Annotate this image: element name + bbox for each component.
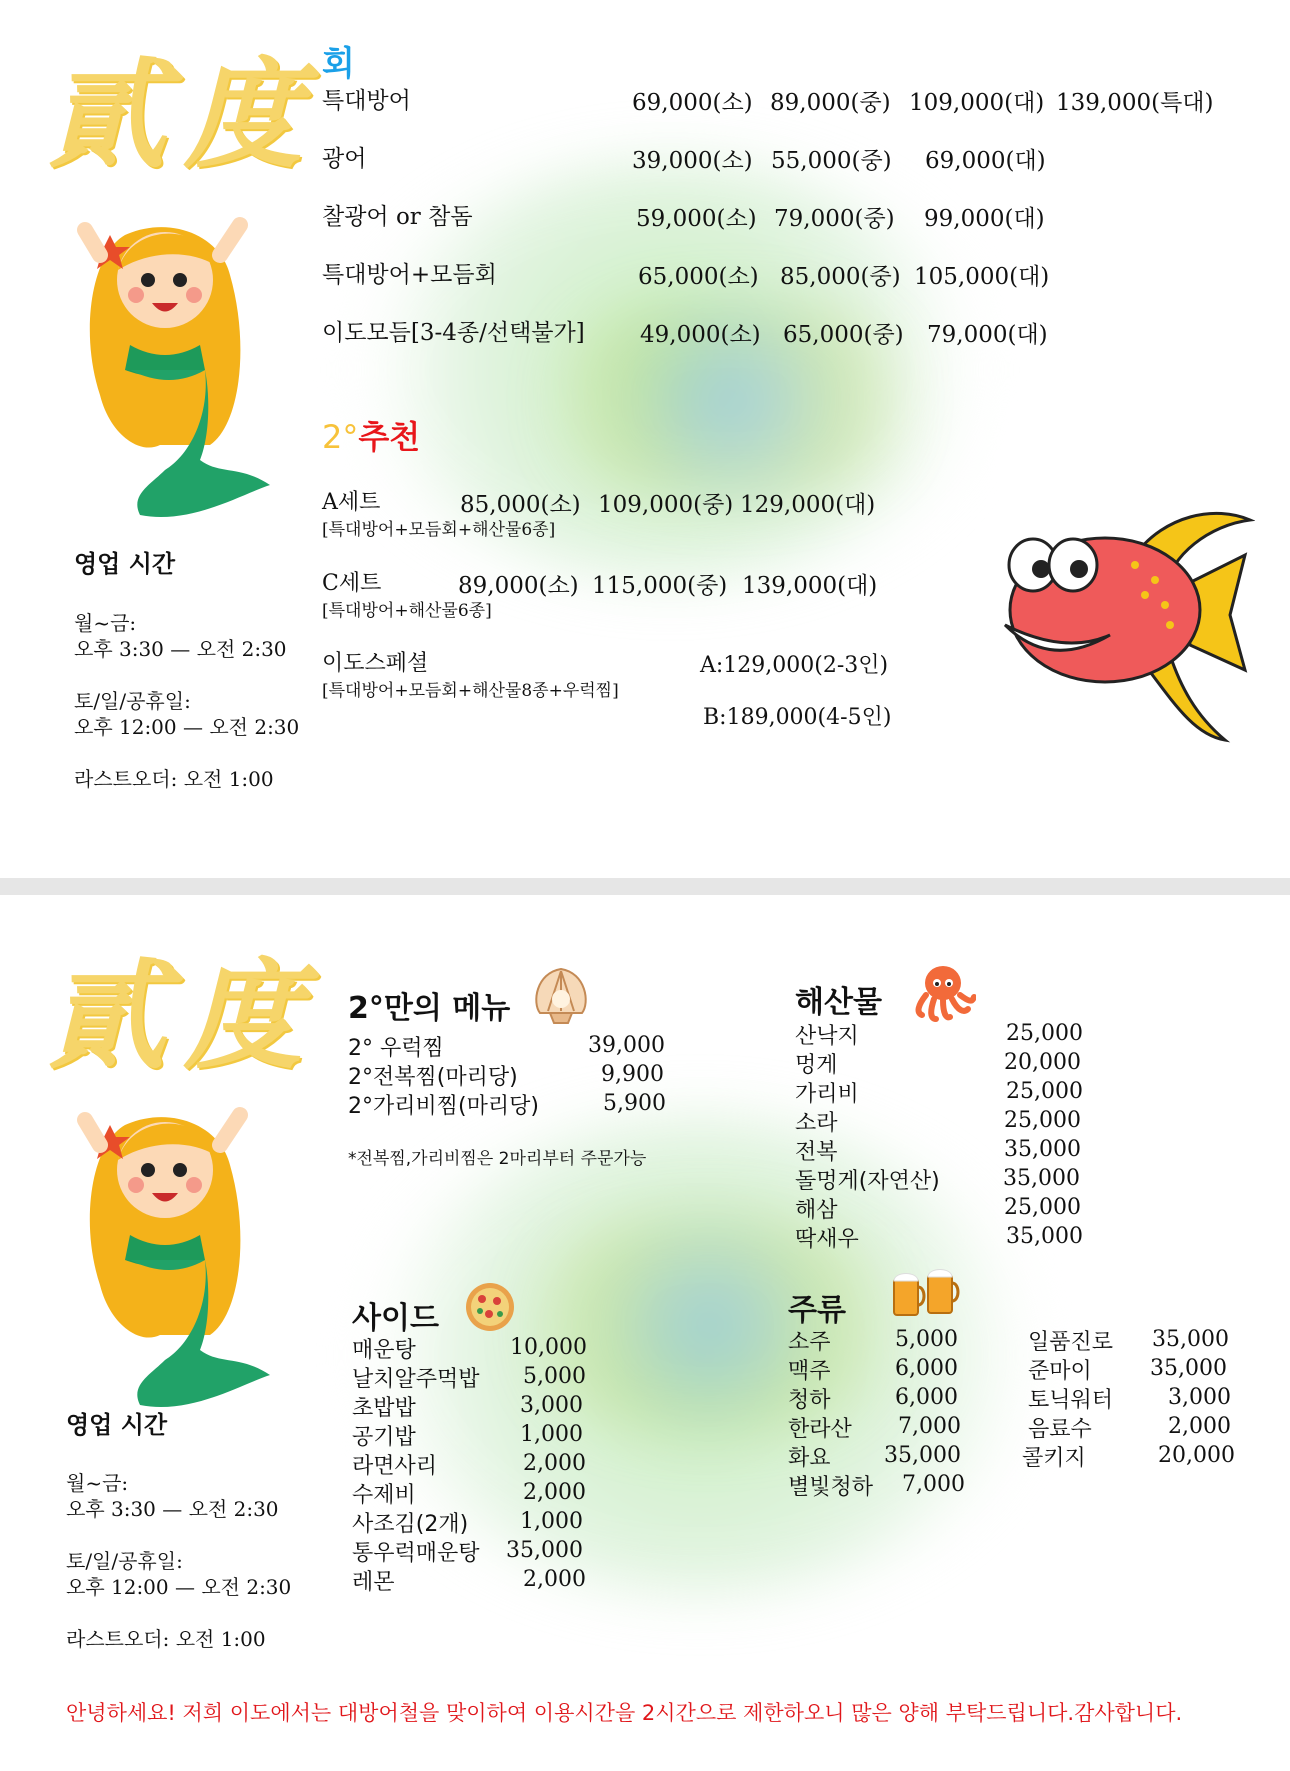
menu-item-name: 사조김(2개) [352,1512,469,1537]
hours-weekday-label: 월~금: [66,1471,129,1495]
header-text: 추천 [358,418,421,456]
menu-item-name: 날치알주먹밥 [352,1367,480,1392]
mermaid-illustration [70,195,300,525]
logo: 貳度 [48,946,321,1085]
page-divider [0,878,1290,895]
drink-name: 일품진로 [1028,1330,1114,1355]
menu-item-price: 5,900 [603,1091,666,1116]
hours-title: 영업 시간 [74,550,176,578]
price-large: 129,000(대) [740,492,876,518]
drink-price: 6,000 [895,1385,958,1410]
price-small: 85,000(소) [460,492,581,518]
drink-price: 35,000 [884,1443,961,1468]
drink-name: 소주 [788,1330,831,1355]
price-option-b: B:189,000(4-5인) [703,705,892,730]
set-name: C세트 [322,571,382,596]
menu-item-name: 특대방어 [322,88,411,114]
drink-name: 한라산 [788,1417,852,1442]
price-small: 59,000(소) [636,206,757,232]
header-prefix: 2° [322,418,359,456]
hours-weekday-label: 월~금: [74,611,137,635]
menu-item-name: 가리비 [795,1082,859,1107]
menu-item-price: 35,000 [1004,1137,1081,1162]
price-medium: 65,000(중) [783,322,904,348]
menu-item-name: 특대방어+모듬회 [322,262,497,288]
drink-price: 20,000 [1158,1443,1235,1468]
drink-name: 화요 [788,1446,831,1471]
drink-price: 2,000 [1168,1414,1231,1439]
menu-item-name: 소라 [795,1111,838,1136]
drink-name: 준마이 [1028,1359,1092,1384]
menu-item-name: 공기밥 [352,1425,416,1450]
price-option-a: A:129,000(2-3인) [700,653,889,678]
price-small: 39,000(소) [632,148,753,174]
menu-item-price: 35,000 [1003,1166,1080,1191]
drink-name: 음료수 [1028,1417,1092,1442]
drink-price: 35,000 [1152,1327,1229,1352]
set-name: A세트 [322,490,381,515]
menu-item-price: 5,000 [523,1364,586,1389]
section-header-seafood: 해산물 [795,985,882,1020]
drink-price: 5,000 [895,1327,958,1352]
price-small: 65,000(소) [638,264,759,290]
section-header-special: 2°만의 메뉴 [348,991,511,1026]
drink-name: 별빛청하 [788,1475,874,1500]
menu-item-price: 1,000 [520,1509,583,1534]
menu-item-name: 2°전복찜(마리당) [348,1065,518,1090]
section-header-hoe: 회 [322,44,355,84]
section-header-recommend [322,412,420,458]
price-small: 89,000(소) [458,573,579,599]
price-large: 139,000(대) [742,573,878,599]
menu-note: *전복찜,가리비찜은 2마리부터 주문가능 [348,1149,647,1169]
hours-weekday-time: 오후 3:30 — 오전 2:30 [66,1497,279,1521]
price-medium: 85,000(중) [780,264,901,290]
section-header-side: 사이드 [352,1301,439,1336]
set-name: 이도스페셜 [322,651,429,676]
drink-price: 6,000 [895,1356,958,1381]
cartoon-fish-illustration [995,495,1255,745]
menu-item-name: 수제비 [352,1483,416,1508]
menu-item-price: 25,000 [1006,1079,1083,1104]
drink-price: 35,000 [1150,1356,1227,1381]
menu-item-name: 산낙지 [795,1024,859,1049]
section-header-drinks: 주류 [788,1293,846,1328]
logo: 貳度 [48,45,321,184]
menu-item-price: 25,000 [1006,1021,1083,1046]
notice-text: 안녕하세요! 저희 이도에서는 대방어철을 맞이하여 이용시간을 2시간으로 제한하오니 많은 양해 부탁드립니다.감사합니다. [66,1701,1183,1725]
menu-item-name: 돌멍게(자연산) [795,1169,940,1194]
drink-name: 콜키지 [1022,1446,1086,1471]
menu-item-price: 20,000 [1004,1050,1081,1075]
price-medium: 115,000(중) [592,573,728,599]
price-large: 99,000(대) [924,206,1045,232]
menu-item-name: 이도모듬[3-4종/선택불가] [322,320,585,346]
menu-item-name: 전복 [795,1140,838,1165]
menu-item-price: 9,900 [601,1062,664,1087]
hours-weekday-time: 오후 3:30 — 오전 2:30 [74,637,287,661]
price-medium: 109,000(중) [598,492,734,518]
hours-weekend-label: 토/일/공휴일: [74,689,191,713]
price-large: 109,000(대) [909,90,1045,116]
mermaid-illustration [70,1085,300,1415]
menu-item-name: 라면사리 [352,1454,438,1479]
price-medium: 89,000(중) [770,90,891,116]
menu-item-price: 35,000 [1006,1224,1083,1249]
price-xlarge: 139,000(특대) [1056,90,1214,116]
set-desc: [특대방어+모듬회+해산물8종+우럭찜] [322,681,619,701]
menu-item-name: 찰광어 or 참돔 [322,204,473,230]
menu-item-price: 1,000 [520,1422,583,1447]
scallop-icon [528,963,594,1029]
hours-last-order: 라스트오더: 오전 1:00 [66,1627,266,1651]
menu-page-2 [0,895,1290,1771]
price-large: 79,000(대) [927,322,1048,348]
menu-item-name: 2° 우럭찜 [348,1036,444,1061]
menu-item-price: 39,000 [588,1033,665,1058]
hours-weekend-label: 토/일/공휴일: [66,1549,183,1573]
price-medium: 55,000(중) [771,148,892,174]
menu-item-name: 통우럭매운탕 [352,1541,480,1566]
drink-price: 7,000 [902,1472,965,1497]
hours-weekend-time: 오후 12:00 — 오전 2:30 [74,715,300,739]
hours-last-order: 라스트오더: 오전 1:00 [74,767,274,791]
price-small: 49,000(소) [640,322,761,348]
menu-item-price: 3,000 [520,1393,583,1418]
price-small: 69,000(소) [632,90,753,116]
menu-item-price: 35,000 [506,1538,583,1563]
hours-title: 영업 시간 [66,1411,168,1439]
menu-item-price: 25,000 [1004,1195,1081,1220]
price-medium: 79,000(중) [774,206,895,232]
beer-mugs-icon [888,1265,962,1321]
menu-item-name: 광어 [322,146,367,172]
drink-price: 3,000 [1168,1385,1231,1410]
menu-item-price: 2,000 [523,1451,586,1476]
menu-item-name: 해삼 [795,1198,838,1223]
menu-item-name: 2°가리비찜(마리당) [348,1094,539,1119]
menu-item-price: 10,000 [510,1335,587,1360]
drink-name: 토닉워터 [1028,1388,1114,1413]
drink-name: 청하 [788,1388,831,1413]
menu-item-name: 딱새우 [795,1227,859,1252]
drink-price: 7,000 [898,1414,961,1439]
menu-item-name: 멍게 [795,1053,838,1078]
price-large: 69,000(대) [925,148,1046,174]
menu-item-price: 2,000 [523,1480,586,1505]
set-desc: [특대방어+모듬회+해산물6종] [322,520,556,540]
drink-name: 맥주 [788,1359,831,1384]
menu-item-name: 매운탕 [352,1338,416,1363]
menu-page-1 [0,0,1290,878]
pizza-icon [462,1279,518,1335]
octopus-icon [910,959,976,1025]
menu-item-price: 25,000 [1004,1108,1081,1133]
price-large: 105,000(대) [914,264,1050,290]
set-desc: [특대방어+해산물6종] [322,601,492,621]
menu-item-name: 레몬 [352,1570,395,1595]
menu-item-price: 2,000 [523,1567,586,1592]
hours-weekend-time: 오후 12:00 — 오전 2:30 [66,1575,292,1599]
menu-item-name: 초밥밥 [352,1396,416,1421]
